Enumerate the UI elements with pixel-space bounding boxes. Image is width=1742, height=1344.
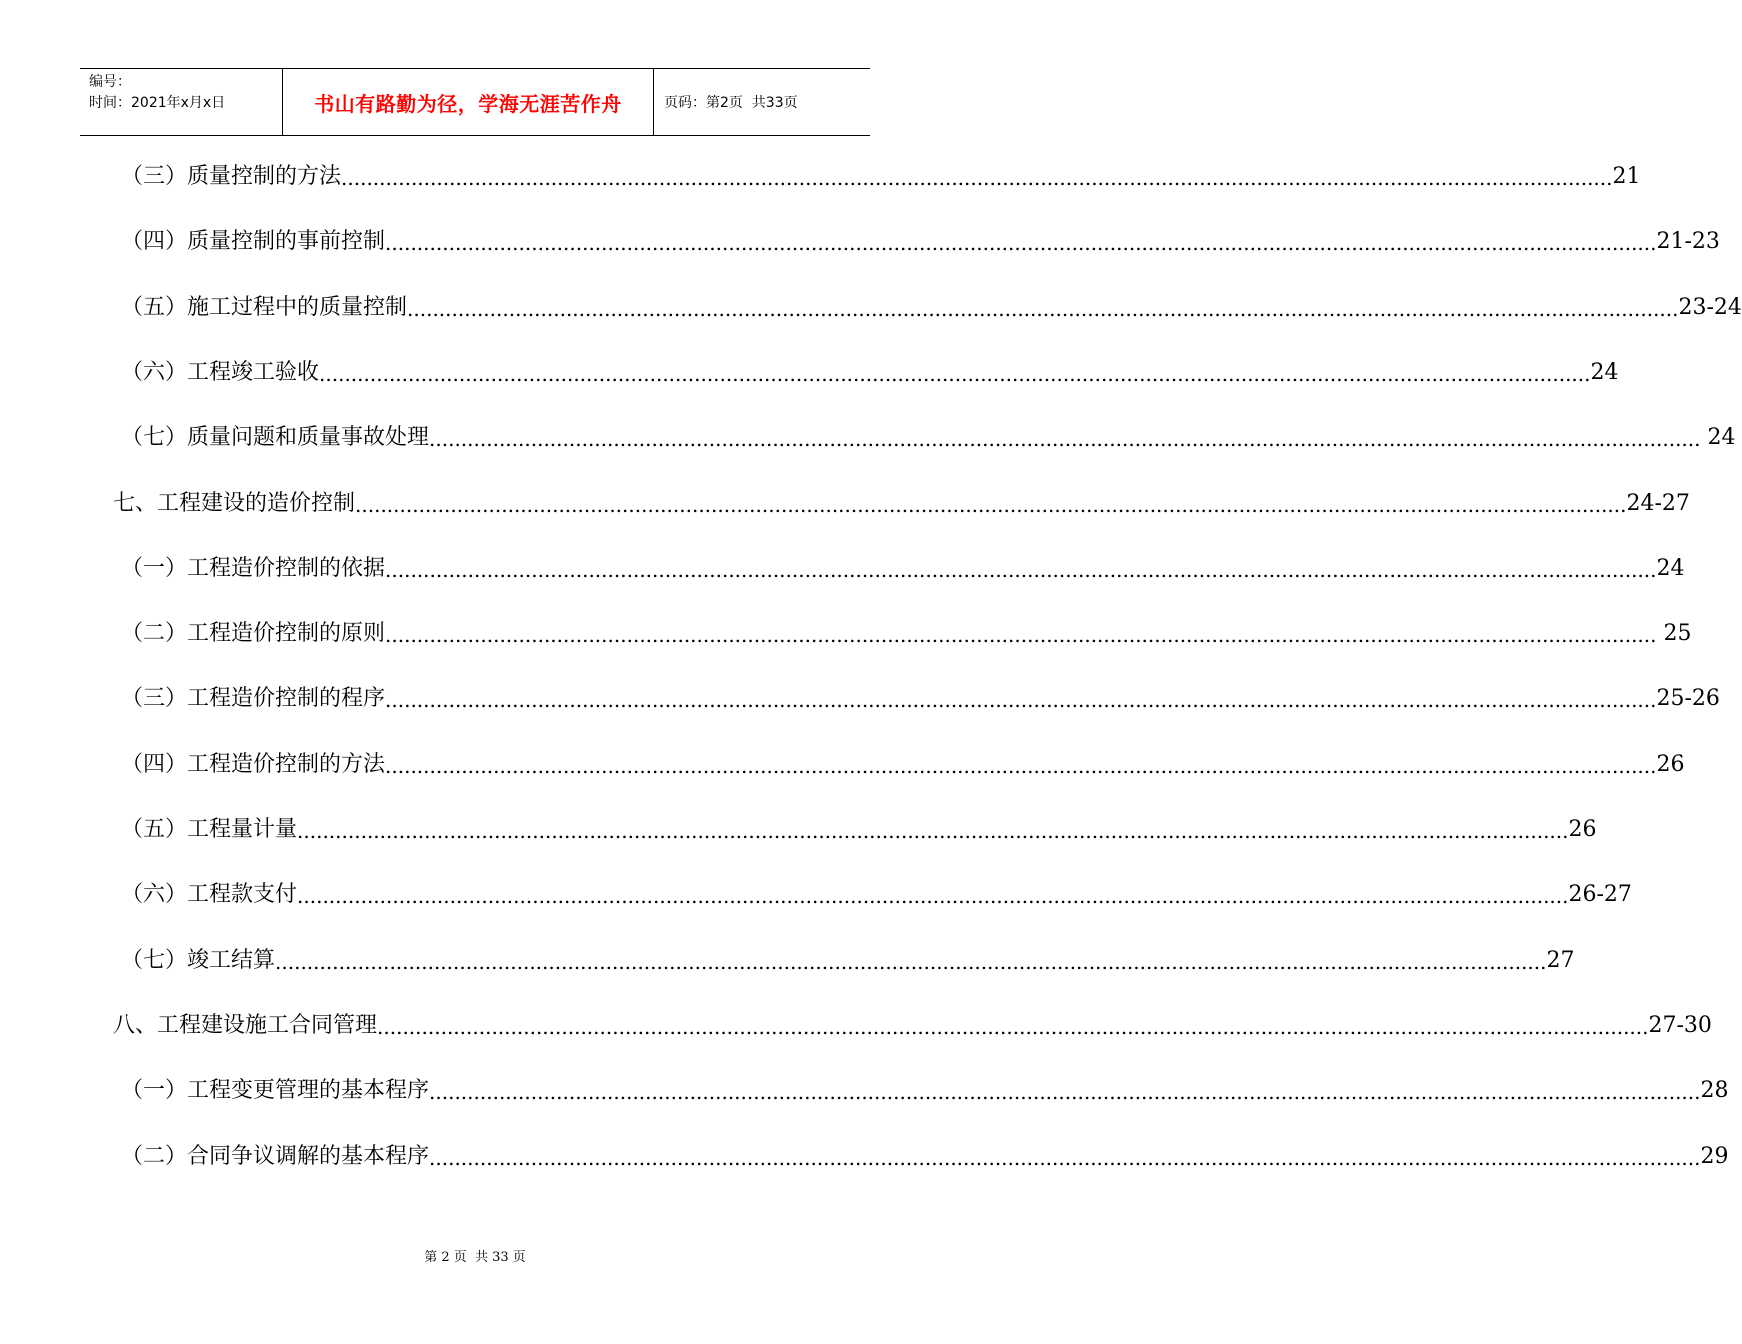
toc-entry-label: （五）施工过程中的质量控制 <box>121 294 408 320</box>
footer-page-number: 第 2 页 共 33 页 <box>424 1250 526 1265</box>
header-info-cell <box>80 69 282 135</box>
toc-dot-leader: ........................................................................................................................................................................................................ <box>297 819 1569 843</box>
toc-entry-label: （二）工程造价控制的原则 <box>121 621 386 647</box>
toc-entry-label: （三）质量控制的方法 <box>121 164 342 189</box>
toc-entry-page: 24 <box>1700 425 1736 451</box>
header-page-label: 页码：第2页 共33页 <box>664 95 798 111</box>
toc-entry[interactable] <box>121 674 1720 714</box>
toc-entry-label: 八、工程建设施工合同管理 <box>113 1012 378 1038</box>
toc-entry-page: 23-24 <box>1678 294 1742 320</box>
toc-entry[interactable] <box>121 805 1597 845</box>
toc-entry-page: 24-27 <box>1626 490 1690 516</box>
toc-entry[interactable] <box>121 217 1720 257</box>
toc-entry[interactable] <box>121 413 1736 453</box>
header-motto: 书山有路勤为径，学海无涯苦作舟 <box>282 69 654 135</box>
toc-entry[interactable] <box>113 479 1690 519</box>
toc-dot-leader: ........................................................................................................................................................................................................ <box>385 557 1657 582</box>
toc-dot-leader: ........................................................................................................................................................................................................ <box>275 949 1547 974</box>
toc-entry[interactable] <box>121 283 1742 323</box>
toc-entry-label: （七）质量问题和质量事故处理 <box>121 425 430 451</box>
toc-entry-page: 25-26 <box>1656 686 1720 712</box>
toc-dot-leader: ........................................................................................................................................................................................................ <box>377 1014 1649 1039</box>
toc-dot-leader: ........................................................................................................................................................................................................ <box>429 427 1701 452</box>
toc-entry[interactable] <box>121 740 1685 780</box>
toc-entry[interactable] <box>121 348 1619 388</box>
toc-dot-leader: ........................................................................................................................................................................................................ <box>429 1080 1701 1105</box>
toc-entry[interactable] <box>121 1066 1729 1106</box>
toc-entry-label: （二）合同争议调解的基本程序 <box>121 1143 430 1169</box>
toc-entry-page: 21-23 <box>1656 229 1720 255</box>
toc-entry-label: （四）质量控制的事前控制 <box>121 229 386 255</box>
toc-entry-label: （一）工程造价控制的依据 <box>121 555 386 581</box>
document-date-label: 时间：2021年x月x日 <box>89 95 226 111</box>
toc-entry[interactable] <box>121 609 1692 649</box>
toc-entry-page: 24 <box>1590 359 1619 385</box>
toc-entry-page: 24 <box>1656 555 1685 581</box>
toc-entry-page: 27 <box>1546 947 1575 973</box>
toc-entry-label: 七、工程建设的造价控制 <box>113 490 356 516</box>
toc-entry[interactable] <box>121 1132 1729 1172</box>
page-footer <box>0 1246 950 1265</box>
toc-entry[interactable] <box>121 870 1632 910</box>
toc-entry-page: 27-30 <box>1648 1012 1712 1038</box>
toc-entry-label: （五）工程量计量 <box>121 817 298 842</box>
toc-entry-label: （三）工程造价控制的程序 <box>121 686 386 712</box>
toc-entry-label: （七）竣工结算 <box>121 947 276 973</box>
toc-dot-leader: ........................................................................................................................................................................................................ <box>429 1145 1701 1170</box>
toc-dot-leader: ........................................................................................................................................................................................................ <box>385 231 1657 256</box>
toc-entry-page: 28 <box>1700 1078 1729 1104</box>
toc-entry[interactable] <box>121 936 1575 976</box>
toc-entry-label: （六）工程款支付 <box>121 882 298 908</box>
toc-entry-label: （六）工程竣工验收 <box>121 359 320 385</box>
header-page-cell <box>654 69 870 135</box>
toc-dot-leader: ........................................................................................................................................................................................................ <box>355 492 1627 517</box>
toc-entry-page: 21 <box>1612 164 1641 189</box>
toc-entry-page: 26 <box>1568 817 1597 842</box>
toc-dot-leader: ........................................................................................................................................................................................................ <box>385 688 1657 713</box>
toc-entry-label: （一）工程变更管理的基本程序 <box>121 1078 430 1104</box>
toc-dot-leader: ........................................................................................................................................................................................................ <box>407 296 1679 321</box>
toc-entry[interactable] <box>121 544 1685 584</box>
toc-entry-page: 26 <box>1656 751 1685 777</box>
document-number-label: 编号： <box>89 74 131 90</box>
toc-entry-label: （四）工程造价控制的方法 <box>121 751 386 777</box>
toc-entry-page: 29 <box>1700 1143 1729 1169</box>
toc-dot-leader: ........................................................................................................................................................................................................ <box>385 753 1657 778</box>
toc-entry[interactable] <box>113 1001 1712 1041</box>
page-header <box>80 68 870 136</box>
toc-dot-leader: ........................................................................................................................................................................................................ <box>297 884 1569 909</box>
toc-dot-leader: ........................................................................................................................................................................................................ <box>385 623 1657 648</box>
toc-dot-leader: ........................................................................................................................................................................................................ <box>341 166 1613 190</box>
toc-entry-page: 25 <box>1656 621 1692 647</box>
toc-entry[interactable] <box>121 152 1641 192</box>
toc-entry-page: 26-27 <box>1568 882 1632 908</box>
toc-dot-leader: ........................................................................................................................................................................................................ <box>319 361 1591 386</box>
